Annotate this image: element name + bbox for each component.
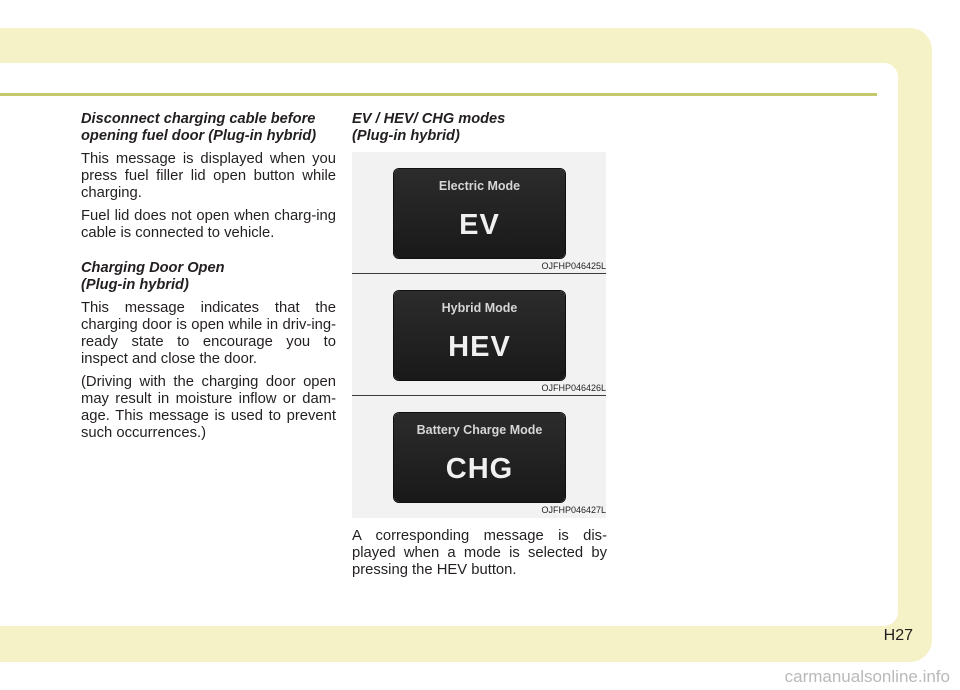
- cluster-display: [394, 413, 565, 502]
- mode-title: Hybrid Mode: [441, 301, 518, 315]
- mode-abbreviation: HEV: [448, 331, 511, 363]
- paragraph: A corresponding message is dis-played when a mode is selected by pressing the HEV button.: [352, 528, 607, 578]
- mode-abbreviation: CHG: [445, 453, 514, 485]
- watermark-link[interactable]: carmanualsonline.info: [784, 667, 950, 686]
- figure-electric-mode: [352, 152, 606, 274]
- paragraph: (Driving with the charging door open may result in moisture inflow or dam-age. This message is used to prevent such occurrences.): [81, 374, 336, 441]
- cluster-display: [394, 291, 565, 380]
- figure-hybrid-mode: [352, 274, 606, 396]
- paragraph: This message is displayed when you press fuel filler lid open button while charging.: [81, 151, 336, 201]
- heading-line: opening fuel door (Plug-in hybrid): [81, 128, 317, 144]
- section-heading-modes: [352, 111, 607, 145]
- header-rule: [0, 93, 877, 96]
- mode-title: Battery Charge Mode: [416, 423, 543, 437]
- right-column: [352, 111, 607, 579]
- heading-line: EV / HEV/ CHG modes: [352, 111, 506, 127]
- paragraph: Fuel lid does not open when charg-ing cable is connected to vehicle.: [81, 208, 336, 241]
- mode-title: Electric Mode: [438, 179, 521, 193]
- mode-abbreviation: EV: [459, 209, 500, 241]
- paragraph: This message indicates that the charging door is open while in driv-ing-ready state to encourage you to inspect and close the door.: [81, 300, 336, 367]
- figure-code: OJFHP046425L: [541, 261, 606, 271]
- heading-line: (Plug-in hybrid): [352, 128, 460, 144]
- left-column: [81, 111, 336, 442]
- heading-line: (Plug-in hybrid): [81, 277, 189, 293]
- heading-line: Disconnect charging cable before: [81, 111, 316, 127]
- figure-code: OJFHP046426L: [541, 383, 606, 393]
- figure-battery-charge-mode: [352, 396, 606, 518]
- section-heading-charging-door: [81, 260, 336, 294]
- page-number: H27: [883, 627, 913, 644]
- section-heading-disconnect-cable: [81, 111, 336, 145]
- heading-line: Charging Door Open: [81, 260, 225, 276]
- figure-code: OJFHP046427L: [541, 505, 606, 515]
- cluster-display: [394, 169, 565, 258]
